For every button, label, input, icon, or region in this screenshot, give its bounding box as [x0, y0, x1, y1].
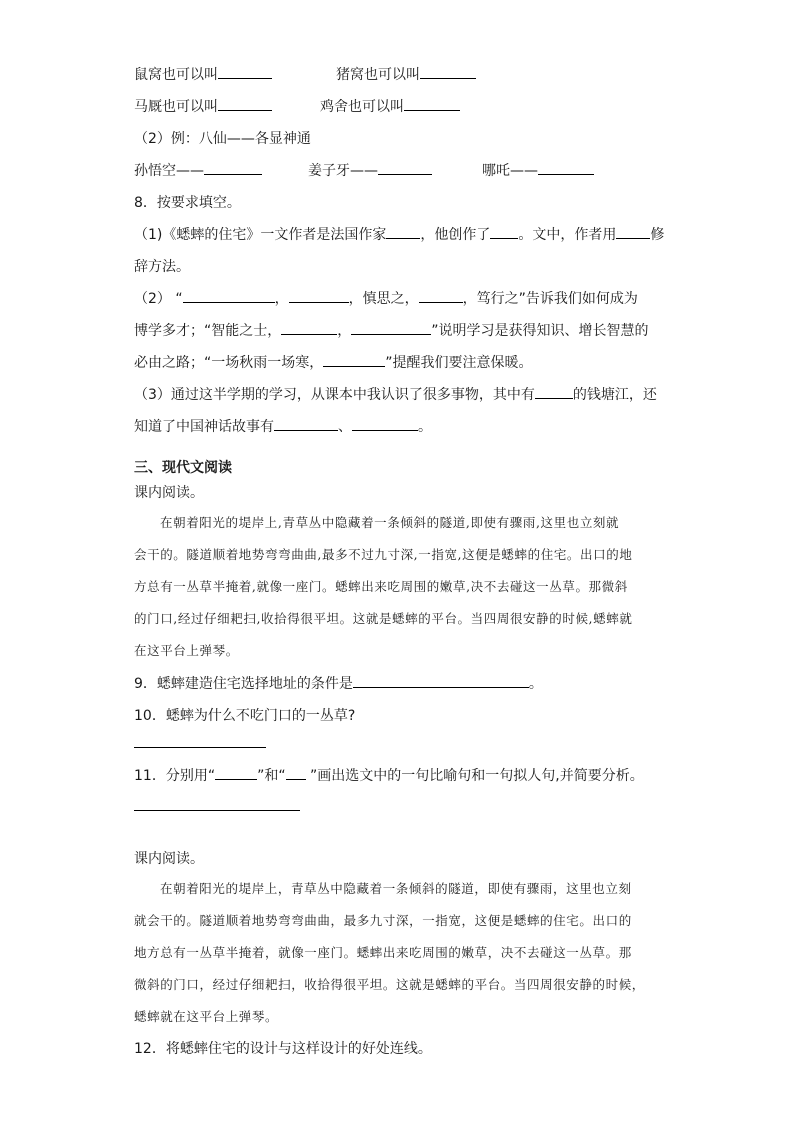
text: ”和“ — [257, 768, 286, 784]
blank[interactable] — [323, 354, 385, 367]
blank[interactable] — [535, 386, 573, 399]
passage2-line3: 地方总有一丛草半掩着，就像一座门。蟋蟀出来吃周围的嫩草，决不去碰这一丛草。那 — [134, 945, 632, 960]
blank[interactable] — [490, 226, 518, 239]
q8-title: 8．按要求填空。 — [134, 195, 241, 211]
passage1-line4: 的门口,经过仔细耙扫,收拾得很平坦。这就是蟋蟀的平台。当四周很安静的时候,蟋蟀就 — [134, 611, 633, 626]
q7-prompt-jiangziya: 姜子牙—— — [308, 163, 378, 179]
q8-part3-line2 — [134, 418, 432, 436]
text: 。文中，作者用 — [518, 227, 617, 243]
q8-part2-line3 — [134, 354, 533, 372]
text: 必由之路；“一场秋雨一场寒， — [134, 355, 324, 371]
text: ”提醒我们要注意保暖。 — [385, 355, 533, 371]
q7-row3-a — [134, 162, 262, 180]
blank[interactable] — [183, 290, 275, 303]
q7-prompt-sunwukong: 孙悟空—— — [134, 163, 204, 179]
text: 知道了中国神话故事有 — [134, 419, 274, 435]
blank[interactable] — [353, 675, 529, 688]
text: 博学多才；“智能之士， — [134, 323, 282, 339]
passage2-line4: 微斜的门口，经过仔细耙扫，收拾得很平坦。这就是蟋蟀的平台。当四周很安静的时候， — [134, 977, 645, 992]
blank[interactable] — [218, 66, 272, 79]
text: 11．分别用“ — [134, 768, 216, 784]
text: 。 — [528, 676, 543, 692]
q7-row1-right — [336, 66, 476, 84]
q7-prompt-horse: 马厩也可以叫 — [134, 99, 218, 115]
blank[interactable] — [281, 322, 337, 335]
blank[interactable] — [289, 290, 349, 303]
q7-row2-left — [134, 98, 272, 116]
q9 — [134, 675, 543, 693]
q7-row3-b — [308, 162, 432, 180]
q7-example: （2）例：八仙——各显神通 — [134, 131, 311, 147]
blank[interactable] — [419, 290, 463, 303]
section-heading: 三、现代文阅读 — [134, 460, 232, 476]
text: 修 — [650, 227, 665, 243]
blank[interactable] — [218, 98, 272, 111]
blank[interactable] — [215, 767, 257, 780]
passage2-line2: 就会干的。隧道顺着地势弯弯曲曲，最多九寸深，一指宽，这便是蟋蟀的住宅。出口的 — [134, 913, 632, 928]
q8-part2-line2 — [134, 322, 649, 340]
q7-row3-c — [482, 162, 594, 180]
q11-answer-line[interactable] — [134, 810, 300, 811]
blank[interactable] — [351, 322, 431, 335]
blank[interactable] — [404, 98, 460, 111]
q7-prompt-chicken: 鸡舍也可以叫 — [320, 99, 404, 115]
text: ， — [274, 291, 289, 307]
blank[interactable] — [616, 226, 650, 239]
passage2-line1: 在朝着阳光的堤岸上，青草丛中隐藏着一条倾斜的隧道，即使有骤雨，这里也立刻 — [160, 881, 632, 896]
blank[interactable] — [538, 162, 594, 175]
text: 、 — [338, 419, 352, 435]
text: 。 — [418, 419, 432, 435]
text: （1)《蟋蟀的住宅》一文作者是法国作家 — [134, 227, 387, 243]
text: ，慎思之， — [348, 291, 419, 307]
passage2-line5: 蟋蟀就在这平台上弹琴。 — [134, 1009, 279, 1024]
text: ， — [337, 323, 352, 339]
blank[interactable] — [286, 767, 306, 780]
passage1-line3: 方总有一丛草半掩着,就像一座门。蟋蟀出来吃周围的嫩草,决不去碰这一丛草。那微斜 — [134, 579, 628, 594]
reading-intro-2: 课内阅读。 — [134, 851, 204, 867]
text: 的钱塘江，还 — [572, 387, 657, 403]
blank[interactable] — [204, 162, 262, 175]
blank[interactable] — [352, 418, 418, 431]
q8-part3-line1 — [134, 386, 657, 404]
q8-part2-line1 — [134, 290, 638, 308]
q11 — [134, 767, 644, 785]
text: （2） “ — [134, 291, 183, 307]
q8-part1-line1 — [134, 226, 664, 244]
blank[interactable] — [420, 66, 476, 79]
text: 9．蟋蟀建造住宅选择地址的条件是 — [134, 676, 353, 692]
text: ”说明学习是获得知识、增长智慧的 — [431, 323, 649, 339]
text: ，他创作了 — [420, 227, 491, 243]
passage1-line2: 会干的。隧道顺着地势弯弯曲曲,最多不过九寸深,一指宽,这便是蟋蟀的住宅。出口的地 — [134, 547, 633, 562]
passage1-line1: 在朝着阳光的堤岸上,青草丛中隐藏着一条倾斜的隧道,即使有骤雨,这里也立刻就 — [160, 515, 620, 530]
passage1-line5: 在这平台上弹琴。 — [134, 643, 239, 658]
text: ，笃行之”告诉我们如何成为 — [462, 291, 638, 307]
blank[interactable] — [274, 418, 338, 431]
q7-prompt-pig: 猪窝也可以叫 — [336, 67, 420, 83]
reading-intro-1: 课内阅读。 — [134, 485, 204, 501]
q10-answer-line[interactable] — [134, 747, 266, 748]
q7-row1-left — [134, 66, 272, 84]
q7-prompt-mouse: 鼠窝也可以叫 — [134, 67, 218, 83]
q8-part1-line2: 辞方法。 — [134, 259, 190, 275]
q7-prompt-nezha: 哪吒—— — [482, 163, 538, 179]
q12: 12．将蟋蟀住宅的设计与这样设计的好处连线。 — [134, 1041, 432, 1057]
text: ”画出选文中的一句比喻句和一句拟人句,并简要分析。 — [305, 768, 644, 784]
blank[interactable] — [378, 162, 432, 175]
blank[interactable] — [386, 226, 420, 239]
text: （3）通过这半学期的学习，从课本中我认识了很多事物，其中有 — [134, 387, 535, 403]
q7-row2-right — [320, 98, 460, 116]
q10: 10．蟋蟀为什么不吃门口的一丛草? — [134, 708, 356, 724]
